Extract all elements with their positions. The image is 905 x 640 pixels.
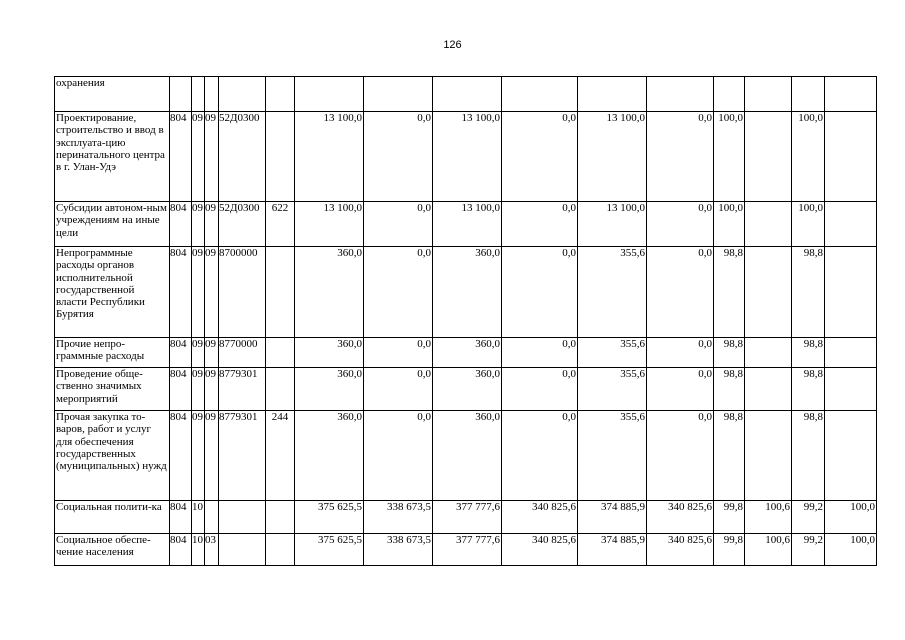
code-pr: 09: [205, 338, 219, 368]
cell-exec-total: 355,6: [578, 247, 647, 338]
cell-refined-total: [433, 77, 502, 112]
code-csr: 8779301: [219, 368, 266, 411]
cell-exec-subv: 0,0: [647, 202, 714, 247]
cell-plan-total: 360,0: [295, 338, 364, 368]
cell-exec-total: 13 100,0: [578, 202, 647, 247]
cell-refined-subv: 0,0: [502, 202, 578, 247]
cell-plan-subv: 0,0: [364, 411, 433, 501]
code-pr: 09: [205, 411, 219, 501]
table-row: [55, 534, 877, 566]
code-rz: 09: [192, 411, 205, 501]
cell-pct-refined-total: 98,8: [792, 411, 825, 501]
cell-pct-refined-subv: [825, 338, 877, 368]
cell-exec-subv: 340 825,6: [647, 501, 714, 534]
cell-pct-refined-subv: 100,0: [825, 501, 877, 534]
row-name: Прочая закупка то-варов, работ и услуг для обеспечения государственных (муниципальных) нужд: [55, 411, 170, 501]
cell-pct-plan-total: 100,0: [714, 112, 745, 202]
code-csr: 52Д0300: [219, 112, 266, 202]
cell-plan-subv: 0,0: [364, 338, 433, 368]
cell-pct-plan-total: 98,8: [714, 411, 745, 501]
cell-exec-subv: 0,0: [647, 411, 714, 501]
code-vr: [266, 112, 295, 202]
code-gr: 804: [170, 368, 192, 411]
cell-pct-plan-subv: 100,6: [745, 534, 792, 566]
code-csr: 8700000: [219, 247, 266, 338]
cell-plan-subv: 338 673,5: [364, 534, 433, 566]
code-pr: 09: [205, 112, 219, 202]
cell-pct-refined-total: 98,8: [792, 247, 825, 338]
code-rz: [192, 77, 205, 112]
code-gr: 804: [170, 202, 192, 247]
cell-plan-total: 13 100,0: [295, 202, 364, 247]
code-gr: 804: [170, 501, 192, 534]
code-pr: [205, 501, 219, 534]
code-csr: 8779301: [219, 411, 266, 501]
cell-pct-plan-total: 98,8: [714, 247, 745, 338]
cell-refined-total: 13 100,0: [433, 112, 502, 202]
cell-exec-total: 374 885,9: [578, 534, 647, 566]
cell-pct-refined-subv: [825, 112, 877, 202]
code-pr: 09: [205, 247, 219, 338]
code-csr: 52Д0300: [219, 202, 266, 247]
cell-exec-total: 13 100,0: [578, 112, 647, 202]
page-number: 126: [443, 39, 462, 51]
cell-pct-plan-total: [714, 77, 745, 112]
cell-exec-subv: 340 825,6: [647, 534, 714, 566]
table-row: [55, 112, 877, 202]
table-row: [55, 368, 877, 411]
cell-pct-plan-total: 98,8: [714, 338, 745, 368]
cell-refined-total: 13 100,0: [433, 202, 502, 247]
code-pr: 09: [205, 368, 219, 411]
table-row: [55, 338, 877, 368]
code-gr: 804: [170, 338, 192, 368]
cell-refined-total: 360,0: [433, 411, 502, 501]
cell-exec-subv: 0,0: [647, 338, 714, 368]
budget-table: [54, 76, 877, 566]
cell-exec-subv: 0,0: [647, 247, 714, 338]
code-vr: [266, 368, 295, 411]
code-pr: 03: [205, 534, 219, 566]
code-vr: [266, 534, 295, 566]
cell-pct-plan-subv: [745, 247, 792, 338]
row-name: Социальное обеспе-чение населения: [55, 534, 170, 566]
row-name: охранения: [55, 77, 170, 112]
cell-plan-total: [295, 77, 364, 112]
cell-pct-plan-subv: [745, 202, 792, 247]
cell-pct-refined-total: 100,0: [792, 202, 825, 247]
cell-plan-total: 360,0: [295, 247, 364, 338]
code-gr: 804: [170, 247, 192, 338]
code-rz: 09: [192, 202, 205, 247]
table-row: [55, 247, 877, 338]
row-name: Социальная полити-ка: [55, 501, 170, 534]
cell-exec-total: 374 885,9: [578, 501, 647, 534]
row-name: Прочие непро-граммные расходы: [55, 338, 170, 368]
cell-pct-refined-subv: 100,0: [825, 534, 877, 566]
code-rz: 09: [192, 368, 205, 411]
cell-refined-total: 377 777,6: [433, 534, 502, 566]
cell-exec-total: 355,6: [578, 411, 647, 501]
code-gr: [170, 77, 192, 112]
cell-pct-refined-subv: [825, 202, 877, 247]
cell-pct-plan-subv: 100,6: [745, 501, 792, 534]
row-name: Проведение обще-ственно значимых мероприятий: [55, 368, 170, 411]
cell-plan-subv: 0,0: [364, 112, 433, 202]
cell-pct-plan-subv: [745, 338, 792, 368]
table-row: [55, 501, 877, 534]
code-rz: 09: [192, 338, 205, 368]
cell-refined-subv: 0,0: [502, 411, 578, 501]
code-vr: [266, 247, 295, 338]
code-rz: 10: [192, 534, 205, 566]
cell-plan-subv: 0,0: [364, 247, 433, 338]
cell-plan-subv: 0,0: [364, 202, 433, 247]
cell-pct-refined-total: 99,2: [792, 534, 825, 566]
cell-pct-plan-subv: [745, 77, 792, 112]
code-vr: [266, 501, 295, 534]
cell-exec-total: 355,6: [578, 368, 647, 411]
cell-refined-subv: 0,0: [502, 247, 578, 338]
cell-exec-total: [578, 77, 647, 112]
code-vr: 244: [266, 411, 295, 501]
cell-plan-subv: 338 673,5: [364, 501, 433, 534]
cell-pct-refined-total: 98,8: [792, 368, 825, 411]
cell-refined-total: 377 777,6: [433, 501, 502, 534]
cell-refined-subv: 340 825,6: [502, 501, 578, 534]
cell-refined-subv: 0,0: [502, 112, 578, 202]
cell-pct-refined-subv: [825, 77, 877, 112]
row-name: Непрограммные расходы органов исполнительной государственной власти Республики Бурятия: [55, 247, 170, 338]
cell-exec-subv: 0,0: [647, 112, 714, 202]
cell-pct-plan-total: 99,8: [714, 501, 745, 534]
row-name: Субсидии автоном-ным учреждениям на иные цели: [55, 202, 170, 247]
cell-pct-plan-total: 99,8: [714, 534, 745, 566]
cell-plan-total: 375 625,5: [295, 501, 364, 534]
cell-plan-total: 375 625,5: [295, 534, 364, 566]
cell-pct-refined-total: 100,0: [792, 112, 825, 202]
cell-exec-total: 355,6: [578, 338, 647, 368]
code-vr: [266, 77, 295, 112]
code-rz: 10: [192, 501, 205, 534]
cell-pct-plan-total: 100,0: [714, 202, 745, 247]
cell-pct-refined-total: 99,2: [792, 501, 825, 534]
cell-refined-subv: 340 825,6: [502, 534, 578, 566]
code-csr: [219, 501, 266, 534]
code-gr: 804: [170, 112, 192, 202]
cell-refined-total: 360,0: [433, 338, 502, 368]
cell-pct-refined-subv: [825, 368, 877, 411]
table-row: [55, 77, 877, 112]
cell-refined-subv: 0,0: [502, 368, 578, 411]
cell-exec-subv: 0,0: [647, 368, 714, 411]
code-pr: 09: [205, 202, 219, 247]
cell-exec-subv: [647, 77, 714, 112]
code-pr: [205, 77, 219, 112]
cell-pct-plan-subv: [745, 368, 792, 411]
cell-refined-total: 360,0: [433, 247, 502, 338]
code-gr: 804: [170, 534, 192, 566]
table-row: [55, 411, 877, 501]
cell-refined-total: 360,0: [433, 368, 502, 411]
cell-pct-plan-total: 98,8: [714, 368, 745, 411]
cell-plan-subv: [364, 77, 433, 112]
table-row: [55, 202, 877, 247]
cell-pct-refined-total: [792, 77, 825, 112]
cell-plan-total: 360,0: [295, 368, 364, 411]
cell-pct-plan-subv: [745, 411, 792, 501]
code-csr: [219, 77, 266, 112]
cell-pct-refined-total: 98,8: [792, 338, 825, 368]
cell-refined-subv: 0,0: [502, 338, 578, 368]
cell-plan-subv: 0,0: [364, 368, 433, 411]
code-vr: 622: [266, 202, 295, 247]
code-csr: 8770000: [219, 338, 266, 368]
cell-plan-total: 360,0: [295, 411, 364, 501]
row-name: Проектирование, строительство и ввод в эксплуата-цию перинатального центра в г. Улан-Удэ: [55, 112, 170, 202]
cell-pct-refined-subv: [825, 411, 877, 501]
code-vr: [266, 338, 295, 368]
code-rz: 09: [192, 247, 205, 338]
cell-refined-subv: [502, 77, 578, 112]
code-gr: 804: [170, 411, 192, 501]
cell-pct-plan-subv: [745, 112, 792, 202]
code-csr: [219, 534, 266, 566]
cell-pct-refined-subv: [825, 247, 877, 338]
cell-plan-total: 13 100,0: [295, 112, 364, 202]
code-rz: 09: [192, 112, 205, 202]
